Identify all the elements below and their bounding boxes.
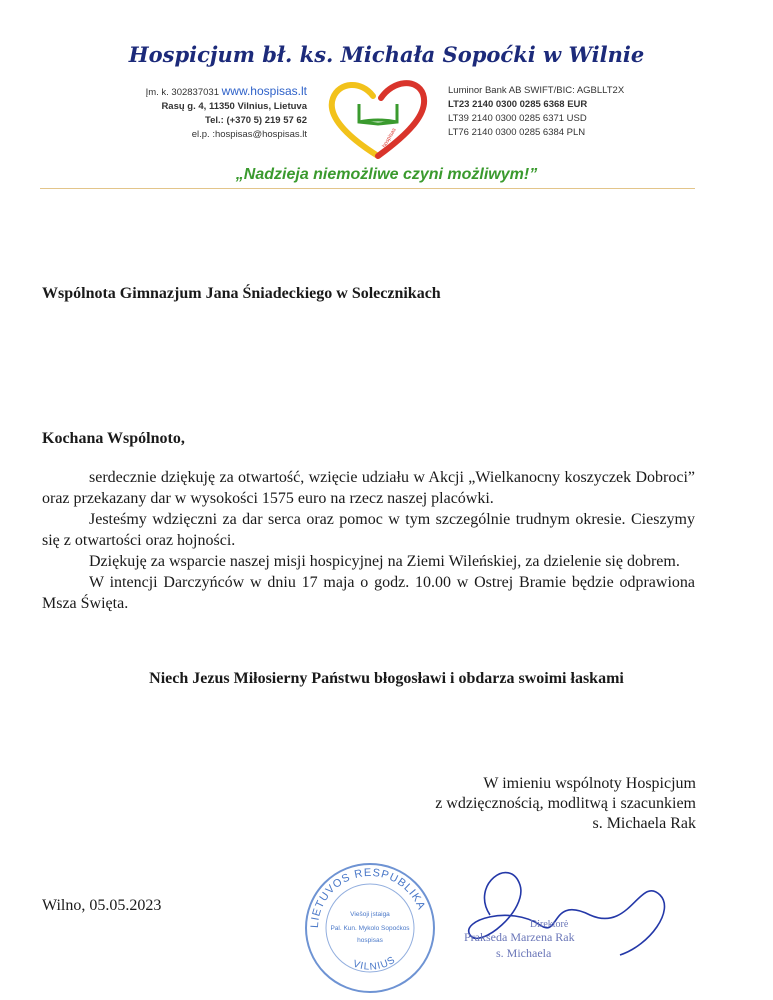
book-icon: [359, 104, 397, 124]
stamp-inner-2: Pal. Kun. Mykolo Sopoćkos: [330, 925, 410, 932]
iban-eur: LT23 2140 0300 0285 6368 EUR: [448, 99, 588, 110]
contact-block: [146, 84, 307, 142]
signature-title: Direktorė: [530, 919, 569, 930]
motto: „Nadzieja niemożliwe czyni możliwym!”: [235, 166, 538, 183]
stamp-inner-1: Viešoji įstaiga: [350, 911, 390, 918]
paragraph: serdecznie dziękuję za otwartość, wzięcie udziału w Akcji „Wielkanocny koszyczek Dobroci” oraz przekazany dar w wysokości 1575 euro na rzecz naszej placówki.: [42, 469, 695, 507]
closing-line: z wdzięcznością, modlitwą i szacunkiem: [435, 795, 696, 812]
hospice-heart-logo: [323, 74, 433, 166]
stamp-bottom-text: VILNIUS: [351, 954, 398, 973]
phone: Tel.: (+370 5) 219 57 62: [204, 115, 307, 126]
email: el.p. :hospisas@hospisas.lt: [191, 129, 307, 140]
handwritten-signature: [450, 855, 690, 995]
paragraph: Jesteśmy wdzięczni za dar serca oraz pomoc w tym szczególnie trudnym okresie. Cieszymy się z otwartości oraz hojności.: [42, 511, 695, 549]
stamp-outer-text: LIETUVOS RESPUBLIKA: [308, 866, 428, 929]
signature-name: Prakseda Marzena Rak: [464, 930, 575, 944]
recipient: Wspólnota Gimnazjum Jana Śniadeckiego w Solecznikach: [42, 285, 441, 302]
official-stamp: [300, 858, 440, 998]
paragraph: W intencji Darczyńców w dniu 17 maja o godz. 10.00 w Ostrej Bramie będzie odprawiona Msza Święta.: [42, 574, 695, 612]
signature-religious-name: s. Michaela: [496, 946, 552, 960]
company-code: Įm. k. 302837031: [145, 87, 219, 98]
iban-usd: LT39 2140 0300 0285 6371 USD: [448, 113, 587, 124]
header-divider: [40, 188, 695, 189]
closing-line: W imieniu wspólnoty Hospicjum: [483, 775, 696, 792]
website-link[interactable]: www.hospisas.lt: [221, 84, 307, 98]
letter-body: [42, 467, 695, 614]
bank-block: [448, 84, 624, 140]
address: Rasų g. 4, 11350 Vilnius, Lietuva: [161, 101, 307, 112]
paragraph: Dziękuję za wsparcie naszej misji hospicyjnej na Ziemi Wileńskiej, za dzielenie się dobrem.: [89, 553, 680, 570]
stamp-inner-3: hospisas: [357, 937, 383, 944]
blessing: Niech Jezus Miłosierny Państwu błogosławi i obdarza swoimi łaskami: [149, 670, 624, 687]
place-date: Wilno, 05.05.2023: [42, 897, 162, 914]
signer-name: s. Michaela Rak: [592, 815, 696, 832]
closing-block: [435, 774, 696, 834]
logo-text: hospisas: [381, 127, 398, 149]
letterhead-title: Hospicjum bł. ks. Michała Sopoćki w Wilnie: [128, 42, 645, 67]
bank-name: Luminor Bank AB SWIFT/BIC: AGBLLT2X: [448, 85, 625, 96]
salutation: Kochana Wspólnoto,: [42, 430, 185, 447]
iban-pln: LT76 2140 0300 0285 6384 PLN: [448, 127, 586, 138]
